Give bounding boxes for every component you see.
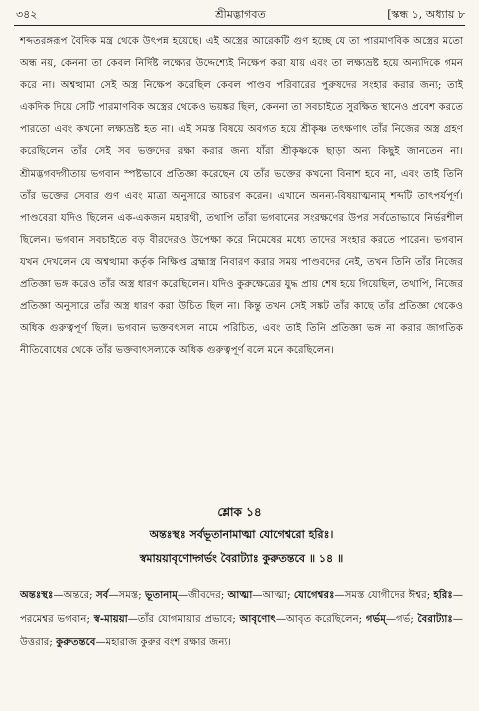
synonym-term: গর্ভম্ [365,612,386,625]
book-title: শ্রীমদ্ভাগবত [215,8,266,21]
synonym-term: অন্তঃস্থঃ [20,589,54,601]
synonym-term: বৈরাট্যাঃ [417,612,453,625]
synonym-meaning: জীবদের; [188,590,228,601]
synonym-meaning: সমস্ত যোগীদের ঈশ্বর; [344,590,434,601]
purport-text [20,31,463,362]
synonyms-block: অন্তঃস্থঃ—অন্তরে; সর্ব—সমস্ত; ভূতানাম্—জীবদের; আত্মা—আত্মা; যোগেশ্বরঃ—সমস্ত যোগীদের ঈশ্বর; হরিঃ—পরমেশ্বর ভগবান; স্ব-মায়য়া—তাঁর যোগমায়ার প্রভাবে; আবৃণোৎ—আবৃত করেছিলেন; গর্ভম্—গর্ভ; বৈরাট্যাঃ—উত্তরার; কুরুতন্তবে—মহারাজ কুরুর বংশ রক্ষার জন্য। [20,589,464,648]
synonym-term: কুরুতন্তবে [56,636,96,648]
synonym-meaning: আত্মা; [262,590,294,601]
synonym-term: আবৃণোৎ [239,612,276,625]
synonym-meaning: উত্তরার; [20,637,57,648]
synonym-term: হরিঃ [433,589,453,601]
synonym-meaning: মহারাজ কুরুর বংশ রক্ষার জন্য। [105,637,232,648]
synonym-meaning: অন্তরে; [63,590,96,601]
verse-line-1: অন্তঃস্থঃ সর্বভূতানামাত্মা যোগেশ্বরো হরিঃ। [149,528,334,541]
synonym-meaning: সমস্ত; [118,590,146,601]
synonym-meaning: তাঁর যোগমায়ার প্রভাবে; [137,613,240,625]
synonym-meaning: পরমেশ্বর ভগবান; [20,613,94,625]
verse-block [20,523,463,571]
synonym-term: যোগেশ্বরঃ [293,589,335,601]
synonym-term: আত্মা [227,589,253,601]
page-header [16,6,465,24]
page-number: ৩৪২ [16,8,38,21]
synonym-term: সর্ব [95,589,109,601]
verse-heading: শ্লোক ১৪ [217,505,262,519]
section-label: [স্কন্ধ ১, অধ্যায় ৮ [387,8,465,21]
verse-line-2: স্বমায়য়াবৃণোদ্গর্ভং বৈরাট্যাঃ কুরুতন্তবে ॥ ১৪ ॥ [139,552,344,565]
header-rule [14,25,465,26]
synonym-meaning: গর্ভ; [396,613,418,625]
synonym-meaning: আবৃত করেছিলেন; [286,613,366,625]
synonym-term: ভূতানাম্ [145,589,178,601]
purport-paragraph: শব্দতরঙ্গরূপ বৈদিক মন্ত্র থেকে উৎপন্ন হয়েছে। এই অস্ত্রের আরেকটি গুণ হচ্ছে যে তা পারমাণবিক অস্ত্রের মতো অন্ধ নয়, কেননা তা কেবল নির্দিষ্ট লক্ষ্যের উদ্দেশ্যেই নিক্ষেপ করা যায় এবং তা লক্ষ্যভ্রষ্ট হয়ে অন্যদিকে গমন করে না। অশ্বত্থামা সেই অস্ত্র নিক্ষেপ করেছিল কেবল পাণ্ডব পরিবারের পুরুষদের সংহার করার জন্য; তাই একদিক দিয়ে সেটি পারমাণবিক অস্ত্রের থেকেও ভয়ঙ্কর ছিল, কেননা তা সবচাইতে সুরক্ষিত স্থানেও প্রবেশ করতে পারতো এবং কখনো লক্ষ্যভ্রষ্ট হত না। এই সমস্ত বিষয়ে অবগত হয়ে শ্রীকৃষ্ণ তৎক্ষণাৎ তাঁর নিজের অস্ত্র গ্রহণ করেছিলেন তাঁর সেই সব ভক্তদের রক্ষা করার জন্য যাঁরা শ্রীকৃষ্ণকে ছাড়া অন্য কিছুই জানতেন না। শ্রীমদ্ভগবদ্গীতায় ভগবান স্পষ্টভাবে প্রতিজ্ঞা করেছেন যে তাঁর ভক্তের কখনো বিনাশ হবে না, এবং তাই তিনি তাঁর ভক্তের সেবার গুণ এবং মাত্রা অনুসারে আচরণ করেন। এখানে অনন্য-বিষয়াত্মনাম্ শব্দটি তাৎপর্যপূর্ণ। পাণ্ডবেরা যদিও ছিলেন এক-একজন মহারথী, তথাপি তাঁরা ভগবানের সংরক্ষণের উপর সর্বতোভাবে নির্ভরশীল ছিলেন। ভগবান সবচাইতে বড় বীরদেরও উপেক্ষা করে নিমেষের মধ্যে তাদের সংহার করতে পারেন। ভগবান যখন দেখলেন যে অশ্বত্থামা কর্তৃক নিক্ষিপ্ত ব্রহ্মাস্ত্র নিবারণ করার সময় পাণ্ডবদের নেই, তখন তিনি তাঁর নিজের প্রতিজ্ঞা ভঙ্গ করেও তাঁর অস্ত্র ধারণ করেছিলেন। যদিও কুরুক্ষেত্রের যুদ্ধ প্রায় শেষ হয়ে গিয়েছিল, তথাপি, নিজের প্রতিজ্ঞা অনুসারে তাঁর অস্ত্র ধারণ করা উচিত ছিল না। কিন্তু তখন সেই সঙ্কট তাঁর কাছে তাঁর প্রতিজ্ঞা থেকেও অধিক গুরুত্বপূর্ণ ছিল। ভগবান ভক্তবৎসল নামে পরিচিত, এবং তাই তিনি প্রতিজ্ঞা ভঙ্গ না করার জাগতিক নীতিবোধের থেকে তাঁর ভক্তবাৎসল্যকে অধিক গুরুত্বপূর্ণ বলে মনে করেছিলেন। [20,36,463,357]
synonym-term: স্ব-মায়য়া [93,612,128,625]
